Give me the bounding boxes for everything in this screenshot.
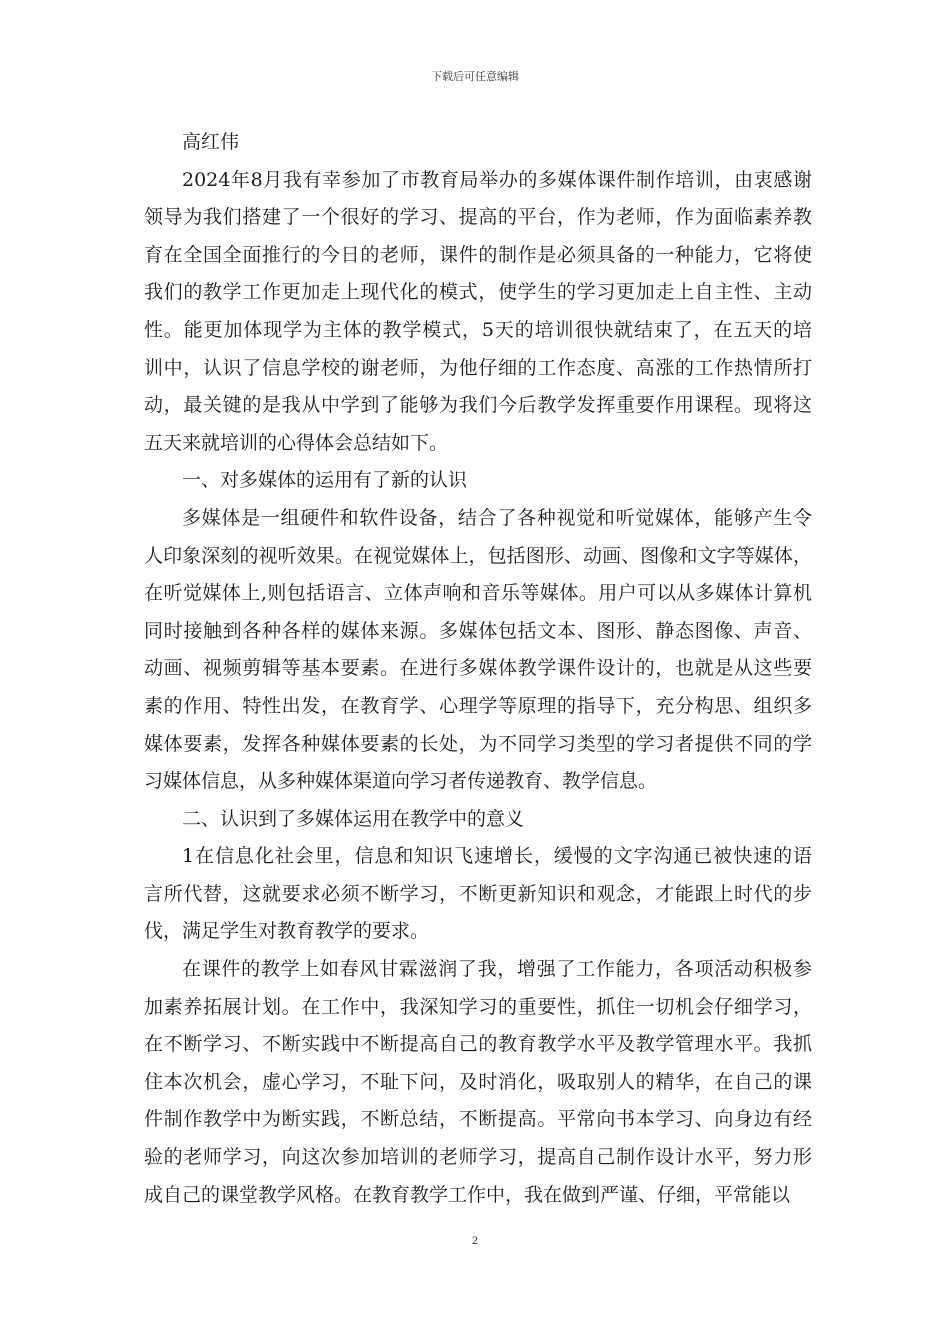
text-line: 我们的教学工作更加走上现代化的模式，使学生的学习更加走上自主性、主动 <box>144 281 812 304</box>
text-line: 领导为我们搭建了一个很好的学习、提高的平台，作为老师，作为面临素养教 <box>144 206 812 229</box>
text-line: 人印象深刻的视听效果。在视觉媒体上，包括图形、动画、图像和文字等媒体， <box>144 544 812 567</box>
text-line: 性。能更加体现学为主体的教学模式，5天的培训很快就结束了，在五天的培 <box>144 318 812 341</box>
text-line: 1在信息化社会里，信息和知识飞速增长，缓慢的文字沟通已被快速的语 <box>182 845 812 868</box>
text-line: 件制作教学中为断实践，不断总结，不断提高。平常向书本学习、向身边有经 <box>144 1108 812 1131</box>
text-line: 育在全国全面推行的今日的老师，课件的制作是必须具备的一种能力，它将使 <box>144 243 812 266</box>
text-line: 在课件的教学上如春风甘霖滋润了我，增强了工作能力，各项活动积极参 <box>182 958 812 981</box>
intro-paragraph <box>144 162 812 463</box>
text-line: 伐，满足学生对教育教学的要求。 <box>144 920 430 943</box>
point-1-paragraph <box>144 838 812 951</box>
author-name: 高红伟 <box>182 131 240 153</box>
heading-line: 一、对多媒体的运用有了新的认识 <box>182 469 468 492</box>
text-line: 多媒体是一组硬件和软件设备，结合了各种视觉和听觉媒体，能够产生令 <box>182 506 812 529</box>
text-line: 在不断学习、不断实践中不断提高自己的教育教学水平及教学管理水平。我抓 <box>144 1033 812 1056</box>
section-heading-1 <box>144 462 812 500</box>
text-line: 言所代替，这就要求必须不断学习，不断更新知识和观念，才能跟上时代的步 <box>144 882 812 905</box>
heading-line: 二、认识到了多媒体运用在教学中的意义 <box>182 807 525 830</box>
page-number: 2 <box>472 1233 478 1247</box>
page-header-note: 下载后可任意编辑 <box>431 70 519 83</box>
multimedia-paragraph <box>144 500 812 801</box>
document-body <box>144 124 812 1214</box>
text-line: 动，最关键的是我从中学到了能够为我们今后教学发挥重要作用课程。现将这 <box>144 394 812 417</box>
text-line: 成自己的课堂教学风格。在教育教学工作中，我在做到严谨、仔细，平常能以 <box>144 1183 791 1206</box>
text-line: 2024年8月我有幸参加了市教育局举办的多媒体课件制作培训，由衷感谢 <box>182 168 812 191</box>
text-line: 素的作用、特性出发，在教育学、心理学等原理的指导下，充分构思、组织多 <box>144 694 812 717</box>
text-line: 动画、视频剪辑等基本要素。在进行多媒体教学课件设计的，也就是从这些要 <box>144 657 812 680</box>
text-line: 媒体要素，发挥各种媒体要素的长处，为不同学习类型的学习者提供不同的学 <box>144 732 812 755</box>
text-line: 验的老师学习，向这次参加培训的老师学习，提高自己制作设计水平，努力形 <box>144 1146 812 1169</box>
text-line: 同时接触到各种各样的媒体来源。多媒体包括文本、图形、静态图像、声音、 <box>144 619 812 642</box>
text-line: 训中，认识了信息学校的谢老师，为他仔细的工作态度、高涨的工作热情所打 <box>144 356 812 379</box>
text-line: 住本次机会，虚心学习，不耻下问，及时消化，吸取别人的精华，在自己的课 <box>144 1070 812 1093</box>
reflection-paragraph <box>144 951 812 1214</box>
text-line: 习媒体信息，从多种媒体渠道向学习者传递教育、教学信息。 <box>144 770 658 793</box>
text-line: 在听觉媒体上,则包括语言、立体声响和音乐等媒体。用户可以从多媒体计算机 <box>144 582 812 605</box>
text-line: 加素养拓展计划。在工作中，我深知学习的重要性，抓住一切机会仔细学习， <box>144 995 812 1018</box>
section-heading-2 <box>144 801 812 839</box>
text-line: 五天来就培训的心得体会总结如下。 <box>144 431 449 454</box>
